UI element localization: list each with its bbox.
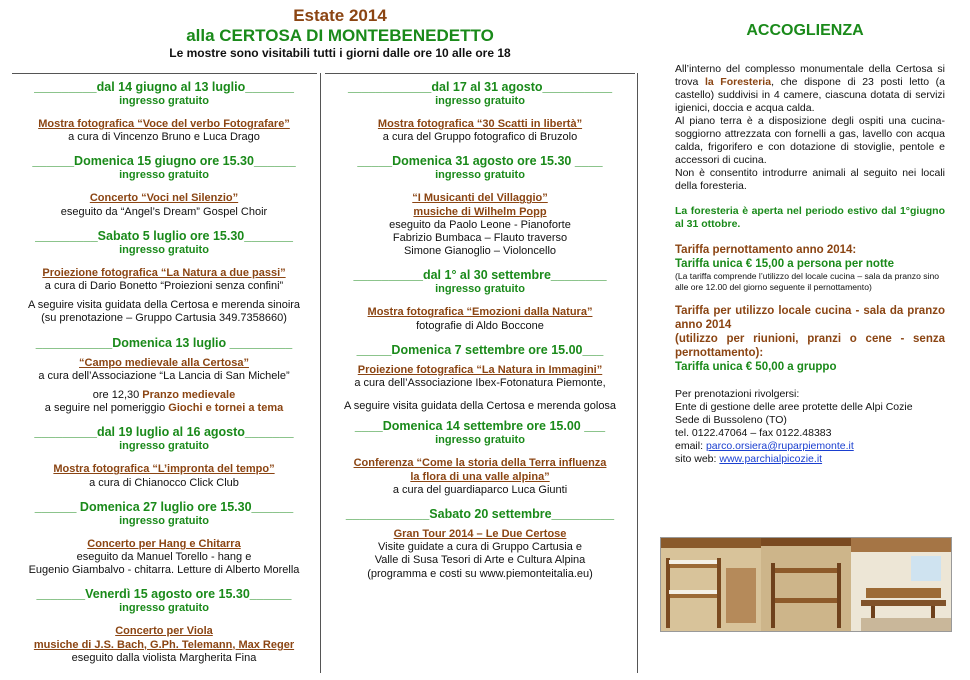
free-entry-label: ingresso gratuito [119,169,209,182]
contact-seat: Sede di Bussoleno (TO) [675,414,787,426]
column-divider [320,73,321,673]
event-detail: fotografie di Aldo Boccone [416,319,544,332]
contact-intro: Per prenotazioni rivolgersi: [675,388,800,400]
event-title: Mostra fotografica “L’impronta del tempo” [53,463,275,476]
free-entry-label: ingresso gratuito [119,95,209,107]
event-date-heading: _________Sabato 5 luglio ore 15.30_______ [35,228,293,243]
event-title: Proiezione fotografica “La Natura in Immagini” [357,363,603,376]
web-link[interactable]: www.parchialpicozie.it [719,453,823,465]
program-line [10,389,318,402]
event-title: Gran Tour 2014 – Le Due Certose [393,528,567,541]
event-title: Mostra fotografica “Voce del verbo Fotografare” [38,118,290,130]
spacer [325,390,635,400]
tariff-stay-price: Tariffa unica € 15,00 a persona per notte [675,258,894,270]
tariff-stay-title: Tariffa pernottamento anno 2014: [675,244,857,256]
program-line-part: Giochi e tornei a tema [168,402,284,415]
event-title: Concerto per Hang e Chitarra [87,537,241,550]
spacer [10,577,318,587]
program-line-part: a seguire nel pomeriggio [44,402,169,415]
spacer [325,258,635,268]
program-column-left [10,80,318,665]
event-date-heading: ____Domenica 14 settembre ore 15.00 ___ [354,419,606,434]
spacer [10,490,318,500]
event-detail: a cura del guardiaparco Luca Giunti [392,483,568,496]
email-label: email: [675,440,706,452]
event-detail: (programma e costi su www.piemonteitalia.eu) [367,567,593,580]
contact-web-row [675,453,945,466]
event-title: musiche di Wilhelm Popp [413,205,547,218]
spacer [10,108,318,118]
free-entry-label: ingresso gratuito [119,243,209,256]
web-label: sito web: [675,453,720,465]
contact-organization: Ente di gestione delle aree protette delle Alpi Cozie [675,401,913,413]
event-detail: eseguito dalla violista Margherita Fina [71,651,257,664]
email-link[interactable]: parco.orsiera@ruparpiemonte.it [705,440,854,452]
column-divider-right [637,73,638,673]
foresteria-intro [675,63,945,115]
spacer [325,144,635,154]
event-date-heading: _________dal 14 giugno al 13 luglio_______ [34,80,294,94]
event-title: “Campo medievale alla Certosa” [79,356,249,369]
event-title: musiche di J.S. Bach, G.Ph. Telemann, Max Reger [33,638,295,651]
tariff-kitchen-price: Tariffa unica € 50,00 a gruppo [675,361,837,373]
spacer [10,415,318,425]
foresteria-intro-part: All’interno del complesso monumentale della Certosa si trova [675,63,945,88]
event-detail: Simone Gianoglio – Violoncello [403,245,557,258]
event-date-heading: ___________Domenica 13 luglio _________ [35,335,293,350]
event-detail: eseguito da Manuel Torello - hang e [76,551,252,564]
opening-hours-note: Le mostre sono visitabili tutti i giorni dalle ore 10 alle ore 18 [169,46,511,60]
spacer [10,182,318,192]
event-detail: a cura di Chianocco Click Club [89,476,239,489]
event-detail: (su prenotazione – Gruppo Cartusia 349.7358660) [41,312,287,325]
event-title: Proiezione fotografica “La Natura a due passi” [42,266,286,279]
foresteria-photo [660,537,952,632]
spacer [10,219,318,229]
free-entry-label: ingresso gratuito [435,434,525,447]
free-entry-label: ingresso gratuito [435,169,525,182]
event-date-heading: ______ Domenica 27 luglio ore 15.30______ [34,499,294,514]
spacer [325,497,635,507]
tariff-kitchen-sub: (utilizzo per riunioni, pranzi o cene - senza pernottamento): [675,333,945,359]
spacer [10,615,318,625]
event-detail: a cura di Dario Bonetto “Proiezioni senza confini” [44,280,284,293]
event-detail: Visite guidate a cura di Gruppo Cartusia e [377,541,583,554]
event-title: Concerto “Voci nel Silenzio” [89,192,239,205]
page-subtitle: alla CERTOSA DI MONTEBENEDETTO [186,26,494,45]
kitchen-paragraph: Al piano terra è a disposizione degli ospiti una cucina-soggiorno attrezzata con fornelli a gas, lavello con acqua calda, frigorifero e con dotazione di stoviglie, pentole e accessori di cucina. [675,115,945,166]
spacer [10,453,318,463]
program-line [10,402,318,415]
event-date-heading: ______Domenica 15 giugno ore 15.30______ [32,154,296,169]
free-entry-label: ingresso gratuito [119,514,209,527]
event-title: “I Musicanti del Villaggio” [412,192,548,205]
foresteria-rooms-illustration [661,538,951,631]
event-detail: a cura dell’Associazione “La Lancia di San Michele” [38,369,290,382]
spacer [10,257,318,267]
spacer [10,326,318,336]
accoglienza-heading: ACCOGLIENZA [746,22,864,39]
foresteria-intro-part: la Foresteria [704,76,772,88]
page-title: Estate 2014 [293,6,387,25]
event-detail: A seguire visita guidata della Certosa e merenda sinoira [27,299,301,312]
spacer [325,447,635,457]
divider-left-top [12,73,317,74]
event-detail: eseguito da “Angel’s Dream” Gospel Choir [60,205,268,218]
event-date-heading: _____Domenica 7 settembre ore 15.00___ [356,342,604,357]
spacer [325,296,635,306]
spacer [325,333,635,343]
event-title: la flora di una valle alpina” [410,470,550,483]
event-date-heading: _______Venerdì 15 agosto ore 15.30______ [36,587,292,602]
event-date-heading: _____Domenica 31 agosto ore 15.30 ____ [357,154,603,169]
spacer [325,182,635,192]
program-line-part: ore 12,30 [92,389,143,402]
event-detail: Fabrizio Bumbaca – Flauto traverso [392,232,568,245]
event-date-heading: ____________Sabato 20 settembre_________ [345,507,615,522]
event-title: Mostra fotografica “30 Scatti in libertà” [377,118,583,130]
event-date-heading: _________dal 19 luglio al 16 agosto_______ [34,425,294,440]
event-title: Mostra fotografica “Emozioni dalla Natura” [367,306,593,319]
animals-paragraph: Non è consentito introdurre animali al seguito nei locali della foresteria. [675,167,945,192]
opening-period: La foresteria è aperta nel periodo estivo dal 1°giugno al 31 ottobre. [675,205,945,230]
event-detail: a cura dell’Associazione Ibex-Fotonatura Piemonte, [354,377,606,390]
spacer [10,528,318,538]
free-entry-label: ingresso gratuito [119,440,209,453]
spacer [325,108,635,118]
tariff-kitchen-title: Tariffa per utilizzo locale cucina - sala da pranzo anno 2014 [675,305,945,331]
event-detail: A seguire visita guidata della Certosa e merenda golosa [343,400,617,413]
event-title: Conferenza “Come la storia della Terra influenza [353,457,607,470]
free-entry-label: ingresso gratuito [119,602,209,615]
free-entry-label: ingresso gratuito [435,95,525,107]
contact-email-row [675,440,945,453]
event-detail: Valle di Susa Tesori di Arte e Cultura Alpina [374,554,586,567]
event-detail: eseguito da Paolo Leone - Pianoforte [389,218,571,231]
event-detail: Eugenio Giambalvo - chitarra. Letture di Alberto Morella [28,564,300,577]
program-column-middle [325,80,635,581]
tariff-stay-note: (La tariffa comprende l’utilizzo del locale cucina – sala da pranzo sino alle ore 12.00 del giorno seguente il pernottamento) [675,271,940,292]
foresteria-intro-part: , che dispone di 23 posti letto (a castello) suddivisi in 4 camere, ciascuna dotata di servizi igienici, doccia e acqua calda. [675,76,946,114]
accoglienza-body [675,63,945,466]
event-date-heading: ____________dal 17 al 31 agosto__________ [347,80,613,94]
spacer [10,144,318,154]
event-title: Concerto per Viola [115,625,213,638]
event-date-heading: __________dal 1° al 30 settembre________ [353,268,607,283]
program-line-part: Pranzo medievale [142,389,236,402]
contact-phone: tel. 0122.47064 – fax 0122.48383 [675,427,832,439]
event-detail: a cura del Gruppo fotografico di Bruzolo [382,131,578,144]
free-entry-label: ingresso gratuito [435,283,525,296]
divider-middle-top [325,73,635,74]
event-detail: a cura di Vincenzo Bruno e Luca Drago [68,131,260,144]
